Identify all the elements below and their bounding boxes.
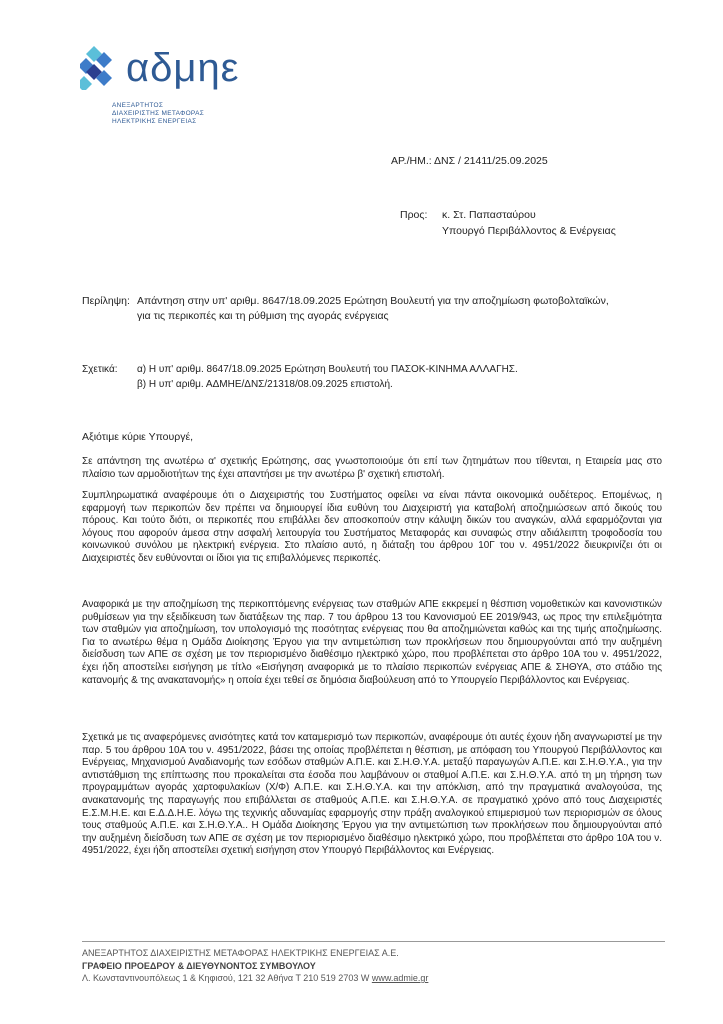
- recipient-title: Υπουργό Περιβάλλοντος & Ενέργειας: [442, 225, 616, 237]
- logo-tagline-line: ΔΙΑΧΕΙΡΙΣΤΗΣ ΜΕΤΑΦΟΡΑΣ: [112, 110, 205, 117]
- related-block: [82, 362, 682, 392]
- body-paragraph: Σχετικά με τις αναφερόμενες ανισότητες κατά τον καταμερισμό των περικοπών, αναφέρουμε ότι αυτές έχουν ήδη αναγνωριστεί με την παρ. 5 του άρθρου 10Α του ν. 4951/2022, βάσει της οποίας προβλέπεται η θέσπιση, με απόφαση του Υπουργού Περιβάλλοντος και Ενέργειας, Μηχανισμού Αναδιανομής των εσόδων σταθμών Α.Π.Ε. και Σ.Η.Θ.Υ.Α. μεταξύ παραγωγών Α.Π.Ε. και Σ.Η.Θ.Υ.Α., για την αντιστάθμιση της επίπτωσης που προκαλείται στα έσοδα που λαμβάνουν οι σταθμοί Α.Π.Ε. και Σ.Η.Θ.Υ.Α. από τη μη τήρηση των προγραμμάτων αγοράς χαρτοφυλακίων (Χ/Φ) Α.Π.Ε. και Σ.Η.Θ.Υ.Α. και την απόκλιση, από την πραγματικά αναλογούσα, της ανακατανομής της παραγωγής που επιβάλλεται σε σταθμούς Α.Π.Ε. και Σ.Η.Θ.Υ.Α. σε πραγματικό χρόνο από τους Διαχειριστές Ε.Σ.Μ.Η.Ε. και Ε.Δ.Δ.Η.Ε. λόγω της τεχνικής αδυναμίας εφαρμογής στην πράξη αναλογικού επιμερισμού των περιορισμών σε όλους τους σταθμούς Α.Π.Ε. και Σ.Η.Θ.Υ.Α.. Η Ομάδα Διοίκησης Έργου για την αντιμετώπιση των προκλήσεων που δημιουργούνται από την αυξημένη διείσδυση των ΑΠΕ σε σχέση με τον περιορισμένο διαθέσιμο ηλεκτρικό χώρο, που προβλέπεται στο άρθρο 10Α του ν. 4951/2022, έχει ήδη αποστείλει σχετική εισήγηση στον Υπουργό Περιβάλλοντος και Ενέργειας.: [82, 732, 662, 857]
- salutation: Αξιότιμε κύριε Υπουργέ,: [82, 431, 194, 443]
- related-label: Σχετικά:: [82, 364, 118, 375]
- subject-block: [82, 294, 672, 324]
- body-paragraph: Σε απάντηση της ανωτέρω α' σχετικής Ερώτησης, σας γνωστοποιούμε ότι επί των ζητημάτων που τίθενται, η Εταιρεία μας στο πλαίσιο των αρμοδιοτήτων της έχει απαντήσει με την ανωτέρω β' σχετική επιστολή.: [82, 456, 662, 480]
- body-paragraph: Συμπληρωματικά αναφέρουμε ότι ο Διαχειριστής του Συστήματος οφείλει να είναι πάντα οικονομικά ουδέτερος. Επομένως, η εφαρμογή των περικοπών δεν πρέπει να δημιουργεί ίδια ευθύνη του Διαχειριστή για καταβολή αποζημιώσεων από δικούς του πόρους. Και τούτο διότι, οι περικοπές που επιβάλλει δεν αποσκοπούν στην κάλυψη δικών του αναγκών, αλλά εφαρμόζονται για λόγους που αφορούν άμεσα στην ασφαλή λειτουργία του Συστήματος Μεταφοράς και συναφώς στην αδιάλειπτη τροφοδοσία του κοινωνικού συνόλου με ηλεκτρική ενέργεια. Στο πλαίσιο αυτό, η διάταξη του άρθρου 10Γ του ν. 4951/2022 διευκρινίζει ότι οι Διαχειριστές δεν ευθύνονται οι ίδιοι για τις επιβαλλόμενες περικοπές.: [82, 490, 662, 564]
- footer-website-link[interactable]: www.admie.gr: [371, 973, 429, 983]
- body-paragraph: Αναφορικά με την αποζημίωση της περικοπτόμενης ενέργειας των σταθμών ΑΠΕ εκκρεμεί η θέσπιση νομοθετικών και κανονιστικών ρυθμίσεων για την εξειδίκευση των διατάξεων της παρ. 7 του άρθρου 13 του Κανονισμού ΕΕ 2019/943, ως προς την επιλεξιμότητα των σταθμών για αποζημίωση, τον υπολογισμό της ποσότητας ενέργειας που θα αποζημιώνεται καθώς και της τιμής αποζημίωσης. Για το ανωτέρω θέμα η Ομάδα Διοίκησης Έργου για την αντιμετώπιση των προκλήσεων που δημιουργούνται από την αυξημένη διείσδυση των ΑΠΕ σε σχέση με τον περιορισμένο διαθέσιμο ηλεκτρικό χώρο, που προβλέπεται στο άρθρο 10Α του ν. 4951/2022, έχει ήδη αποστείλει εισήγηση με τίτλο «Εισήγηση αναφορικά με το πλαίσιο περικοπών ενέργειας ΑΠΕ & ΣΗΘΥΑ, στο στάδιο της κατανομής & της ανακατανομής» η οποία έχει τεθεί σε δημόσια διαβούλευση από το Υπουργείο Περιβάλλοντος και Ενέργειας.: [82, 599, 662, 686]
- subject-line: για τις περικοπές και τη ρύθμιση της αγοράς ενέργειας: [137, 310, 389, 322]
- footer-divider: [82, 941, 665, 942]
- subject-line: Απάντηση στην υπ' αριθμ. 8647/18.09.2025 Ερώτηση Βουλευτή για την αποζημίωση φωτοβολταϊκών,: [137, 295, 609, 307]
- subject-label: Περίληψη:: [82, 295, 130, 307]
- footer-company: ΑΝΕΞΑΡΤΗΤΟΣ ΔΙΑΧΕΙΡΙΣΤΗΣ ΜΕΤΑΦΟΡΑΣ ΗΛΕΚΤΡΙΚΗΣ ΕΝΕΡΓΕΙΑΣ Α.Ε.: [82, 948, 399, 958]
- footer-office: ΓΡΑΦΕΙΟ ΠΡΟΕΔΡΟΥ & ΔΙΕΥΘΥΝΟΝΤΟΣ ΣΥΜΒΟΥΛΟΥ: [82, 960, 316, 971]
- related-item: β) Η υπ' αριθμ. ΑΔΜΗΕ/ΔΝΣ/21318/08.09.2025 επιστολή.: [137, 379, 393, 390]
- logo-tagline: [112, 102, 204, 126]
- recipient-block: [400, 207, 616, 239]
- recipient-name: κ. Στ. Παπασταύρου: [442, 209, 536, 221]
- logo-wordmark: αδμηε: [126, 46, 240, 90]
- related-item: α) Η υπ' αριθμ. 8647/18.09.2025 Ερώτηση Βουλευτή του ΠΑΣΟΚ-ΚΙΝΗΜΑ ΑΛΛΑΓΗΣ.: [137, 364, 518, 375]
- footer-address: Λ. Κωνσταντινουπόλεως 1 & Κηφισού, 121 32 Αθήνα Τ 210 519 2703 W: [82, 973, 370, 983]
- logo-tagline-line: ΗΛΕΚΤΡΙΚΗΣ ΕΝΕΡΓΕΙΑΣ: [112, 118, 197, 125]
- reference-number: ΑΡ./ΗΜ.: ΔΝΣ / 21411/25.09.2025: [391, 155, 548, 167]
- admie-logo-mark: [80, 44, 126, 90]
- logo-tagline-line: ΑΝΕΞΑΡΤΗΤΟΣ: [112, 102, 164, 109]
- footer: [82, 947, 428, 985]
- recipient-label: Προς:: [400, 209, 428, 221]
